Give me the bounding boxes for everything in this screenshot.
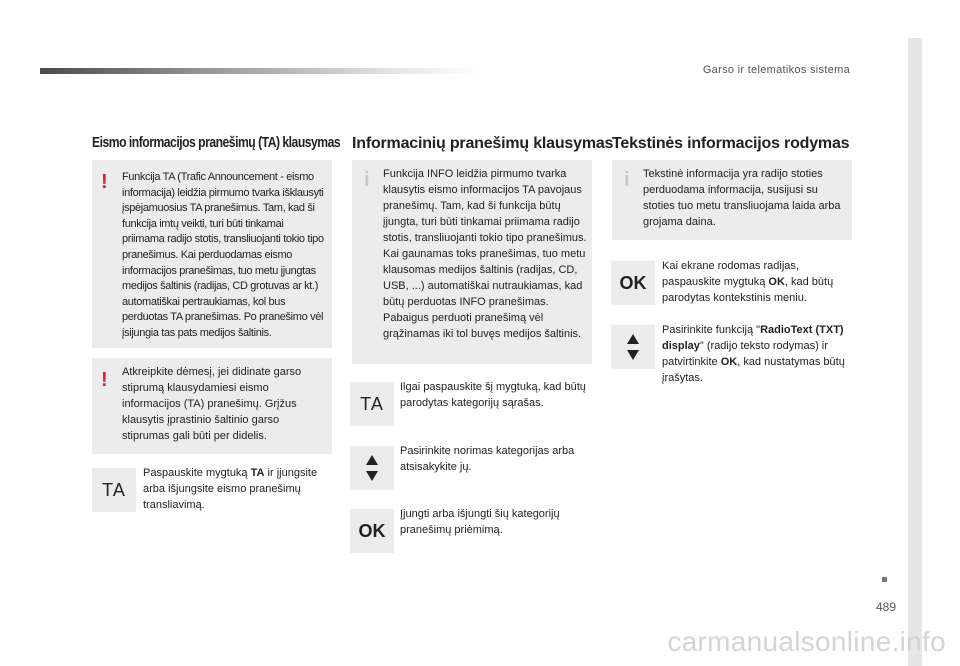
ta-button-description: Paspauskite mygtuką TA ir įjungsite arba išjungsite eismo pranešimų transliavimą. [143, 467, 318, 511]
heading-ta: Eismo informacijos pranešimų (TA) klausymas [92, 135, 341, 151]
warning-text-volume: Atkreipkite dėmesį, jei didinate garso stiprumą klausydamiesi eismo informacijos (TA) pranešimų. Grįžus klausytis įprastinio šaltinio garso stiprumas gali būti per didelis. [122, 366, 302, 442]
warning-icon: ! [101, 171, 108, 193]
heading-text: Tekstinės informacijos rodymas [612, 135, 850, 152]
info-box-text-function [612, 160, 852, 240]
arrow-down-icon [366, 471, 378, 481]
ok-button-icon: OK [350, 509, 394, 553]
radiotext-selection-description: Pasirinkite funkciją "RadioText (TXT) display" (radijo teksto rodymas) ir patvirtinkite OK, kad nustatymas būtų įrašytas. [662, 324, 845, 384]
header-gradient-bar [40, 68, 480, 74]
column-text [612, 135, 852, 153]
warning-box-ta-function [92, 160, 332, 348]
watermark: carmanualsonline.info [667, 626, 946, 657]
ta-button-icon: TA [92, 468, 136, 512]
ta-button-icon: TA [350, 382, 394, 426]
up-down-arrows-icon [611, 325, 655, 369]
page-number: 489 [876, 600, 897, 614]
info-icon: i [364, 169, 370, 191]
info-box-info-function [352, 160, 592, 364]
column-ta [92, 135, 341, 151]
arrow-up-icon [627, 334, 639, 344]
select-categories-description: Pasirinkite norimas kategorijas arba atsisakykite jų. [400, 445, 575, 473]
arrow-down-icon [627, 350, 639, 360]
ok-button-icon: OK [611, 261, 655, 305]
page-marker [882, 577, 887, 582]
warning-text-ta-function: Funkcija TA (Trafic Announcement - eismo informacija) leidžia pirmumo tvarka išklausyti įspėjamuosius TA pranešimus. Tam, kad ši funkcija imtų veikti, turi būti tinkamai priimama radijo stotis, transliuojanti tokio tipo pranešimus. Kai perduodamas eismo informacijos pranešimas, tuo metu įjungtas medijos šaltinis (radijas, CD grotuvas ar kt.) automatiškai pertraukiamas, kol bus perduotas TA pranešimas. Po pranešimo vėl įsijungia tas pats medijos šaltinis. [122, 171, 324, 339]
column-info [352, 135, 614, 153]
info-icon: i [624, 169, 630, 191]
section-title: Garso ir telematikos sistema [702, 64, 850, 76]
warning-icon: ! [101, 369, 108, 391]
info-text-text-function: Tekstinė informacija yra radijo stoties perduodama informacija, susijusi su stoties tuo metu transliuojama laida arba grojama daina. [643, 168, 841, 228]
arrow-up-icon [366, 455, 378, 465]
side-margin-band [908, 38, 922, 666]
warning-box-volume [92, 358, 332, 454]
toggle-categories-description: Įjungti arba išjungti šių kategorijų pranešimų priėmimą. [400, 508, 560, 536]
info-text-info-function: Funkcija INFO leidžia pirmumo tvarka klausytis eismo informacijos TA pavojaus pranešimų. Tam, kad ši funkcija būtų įjungta, turi būti tinkamai priimama radijo stotis, transliuojanti tokio tipo pranešimus. Kai gaunamas toks pranešimas, tuo metu klausomas medijos šaltinis (radijas, CD, USB, ...) automatiškai nutraukiamas, kad būtų perduotas INFO pranešimas. Pabaigus perduoti pranešimą vėl grąžinamas iki tol buvęs medijos šaltinis. [383, 168, 587, 340]
ta-long-press-description: Ilgai paspauskite šį mygtuką, kad būtų parodytas kategorijų sąrašas. [400, 381, 586, 409]
heading-info: Informacinių pranešimų klausymas [352, 135, 614, 152]
ok-context-menu-description: Kai ekrane rodomas radijas, paspauskite mygtuką OK, kad būtų parodytas kontekstinis meniu. [662, 260, 834, 304]
up-down-arrows-icon [350, 446, 394, 490]
